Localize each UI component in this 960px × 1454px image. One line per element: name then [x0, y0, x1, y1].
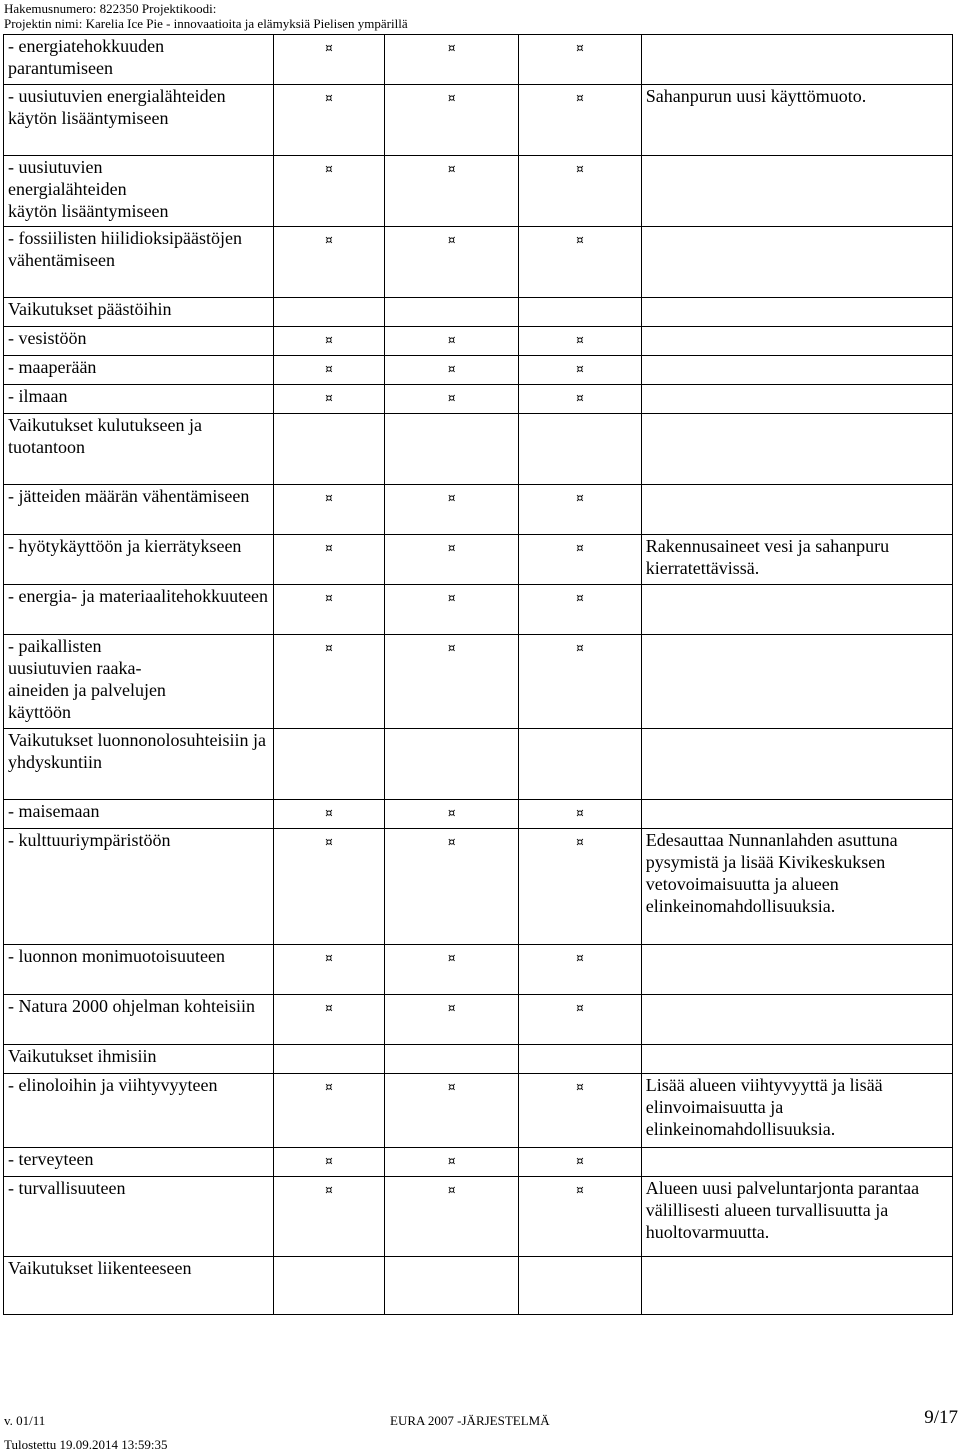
row-label: - energia- ja materiaalitehokkuuteen	[4, 585, 274, 635]
row-note	[641, 800, 952, 829]
footer-system-name: EURA 2007 -JÄRJESTELMÄ	[390, 1413, 550, 1428]
currency-sign-icon: ¤	[447, 41, 456, 55]
currency-sign-icon: ¤	[325, 835, 333, 849]
mark-cell	[385, 1177, 519, 1257]
mark-cell	[385, 585, 519, 635]
mark-cell	[385, 1148, 519, 1177]
row-label: Vaikutukset liikenteeseen	[4, 1257, 274, 1315]
currency-sign-icon: ¤	[447, 362, 456, 376]
header-application-number: Hakemusnumero: 822350 Projektikoodi:	[4, 1, 217, 16]
currency-sign-icon: ¤	[447, 1080, 456, 1094]
mark-cell	[385, 1074, 519, 1148]
mark-cell	[273, 35, 385, 85]
row-note	[641, 356, 952, 385]
currency-sign-icon: ¤	[447, 835, 456, 849]
row-note	[641, 35, 952, 85]
mark-cell	[519, 535, 642, 585]
mark-cell	[385, 298, 519, 327]
currency-sign-icon: ¤	[447, 541, 456, 555]
mark-cell	[273, 298, 385, 327]
table-row	[4, 227, 953, 298]
currency-sign-icon: ¤	[447, 641, 456, 655]
currency-sign-icon: ¤	[576, 491, 584, 505]
row-label: Vaikutukset kulutukseen ja tuotantoon	[4, 414, 274, 485]
row-label: - ilmaan	[4, 385, 274, 414]
mark-cell	[273, 945, 385, 995]
row-note	[641, 385, 952, 414]
currency-sign-icon: ¤	[576, 162, 584, 176]
row-note: Sahanpurun uusi käyttömuoto.	[641, 85, 952, 156]
mark-cell	[385, 414, 519, 485]
currency-sign-icon: ¤	[576, 362, 584, 376]
mark-cell	[273, 1045, 385, 1074]
mark-cell	[273, 729, 385, 800]
row-label: - kulttuuriympäristöön	[4, 829, 274, 945]
mark-cell	[273, 535, 385, 585]
currency-sign-icon: ¤	[576, 641, 584, 655]
mark-cell	[273, 385, 385, 414]
currency-sign-icon: ¤	[576, 951, 584, 965]
row-note	[641, 1257, 952, 1315]
table-row	[4, 1257, 953, 1315]
mark-cell	[273, 829, 385, 945]
currency-sign-icon: ¤	[576, 1080, 584, 1094]
currency-sign-icon: ¤	[325, 41, 333, 55]
row-note	[641, 635, 952, 729]
currency-sign-icon: ¤	[447, 491, 456, 505]
row-note	[641, 414, 952, 485]
row-note	[641, 945, 952, 995]
currency-sign-icon: ¤	[447, 1154, 456, 1168]
currency-sign-icon: ¤	[576, 806, 584, 820]
currency-sign-icon: ¤	[576, 1001, 584, 1015]
row-label: Vaikutukset päästöihin	[4, 298, 274, 327]
currency-sign-icon: ¤	[325, 362, 333, 376]
currency-sign-icon: ¤	[325, 951, 333, 965]
table-row	[4, 327, 953, 356]
footer-print-date: Tulostettu 19.09.2014 13:59:35	[4, 1437, 168, 1452]
mark-cell	[519, 227, 642, 298]
mark-cell	[519, 385, 642, 414]
mark-cell	[519, 327, 642, 356]
row-label: - fossiilisten hiilidioksipäästöjen vähentämiseen	[4, 227, 274, 298]
row-note: Rakennusaineet vesi ja sahanpuru kierratettävissä.	[641, 535, 952, 585]
footer-version: v. 01/11	[4, 1413, 46, 1428]
table-row	[4, 585, 953, 635]
mark-cell	[385, 945, 519, 995]
mark-cell	[519, 1074, 642, 1148]
mark-cell	[273, 635, 385, 729]
row-note	[641, 585, 952, 635]
currency-sign-icon: ¤	[325, 1154, 333, 1168]
mark-cell	[273, 327, 385, 356]
table-row	[4, 156, 953, 227]
row-label: Vaikutukset ihmisiin	[4, 1045, 274, 1074]
table-row	[4, 485, 953, 535]
table-row	[4, 385, 953, 414]
table-row	[4, 1148, 953, 1177]
mark-cell	[519, 945, 642, 995]
table-row	[4, 85, 953, 156]
row-label: - jätteiden määrän vähentämiseen	[4, 485, 274, 535]
row-note: Edesauttaa Nunnanlahden asuttuna pysymistä ja lisää Kivikeskuksen vetovoimaisuutta ja alueen elinkeinomahdollisuuksia.	[641, 829, 952, 945]
mark-cell	[273, 800, 385, 829]
currency-sign-icon: ¤	[576, 1154, 584, 1168]
currency-sign-icon: ¤	[447, 162, 456, 176]
mark-cell	[385, 35, 519, 85]
row-label: - maisemaan	[4, 800, 274, 829]
currency-sign-icon: ¤	[576, 835, 584, 849]
mark-cell	[519, 356, 642, 385]
mark-cell	[273, 356, 385, 385]
mark-cell	[519, 1177, 642, 1257]
table-row	[4, 1074, 953, 1148]
mark-cell	[385, 356, 519, 385]
table-row	[4, 356, 953, 385]
mark-cell	[273, 1148, 385, 1177]
currency-sign-icon: ¤	[447, 391, 456, 405]
currency-sign-icon: ¤	[576, 591, 584, 605]
table-row	[4, 829, 953, 945]
mark-cell	[519, 156, 642, 227]
row-label: - energiatehokkuuden parantumiseen	[4, 35, 274, 85]
row-note	[641, 729, 952, 800]
mark-cell	[385, 535, 519, 585]
currency-sign-icon: ¤	[447, 591, 456, 605]
table-row	[4, 535, 953, 585]
row-label: - maaperään	[4, 356, 274, 385]
mark-cell	[273, 85, 385, 156]
row-label: - luonnon monimuotoisuuteen	[4, 945, 274, 995]
mark-cell	[519, 800, 642, 829]
currency-sign-icon: ¤	[325, 91, 333, 105]
mark-cell	[519, 298, 642, 327]
row-note	[641, 1045, 952, 1074]
mark-cell	[519, 829, 642, 945]
table-row	[4, 945, 953, 995]
currency-sign-icon: ¤	[325, 641, 333, 655]
currency-sign-icon: ¤	[325, 162, 333, 176]
row-note	[641, 485, 952, 535]
mark-cell	[385, 995, 519, 1045]
currency-sign-icon: ¤	[325, 541, 333, 555]
footer-page-number: 9/17	[924, 1407, 958, 1428]
table-row	[4, 800, 953, 829]
mark-cell	[519, 1257, 642, 1315]
currency-sign-icon: ¤	[447, 233, 456, 247]
row-label: - elinoloihin ja viihtyvyyteen	[4, 1074, 274, 1148]
table-row	[4, 1045, 953, 1074]
row-note: Lisää alueen viihtyvyyttä ja lisää elinvoimaisuutta ja elinkeinomahdollisuuksia.	[641, 1074, 952, 1148]
row-note	[641, 156, 952, 227]
mark-cell	[385, 485, 519, 535]
currency-sign-icon: ¤	[447, 333, 456, 347]
mark-cell	[385, 800, 519, 829]
currency-sign-icon: ¤	[576, 91, 584, 105]
row-label: - uusiutuvien energialähteiden käytön lisääntymiseen	[4, 156, 274, 227]
mark-cell	[273, 156, 385, 227]
row-label: - hyötykäyttöön ja kierrätykseen	[4, 535, 274, 585]
currency-sign-icon: ¤	[447, 1001, 456, 1015]
currency-sign-icon: ¤	[576, 41, 584, 55]
row-note: Alueen uusi palveluntarjonta parantaa välillisesti alueen turvallisuutta ja huoltovarmuutta.	[641, 1177, 952, 1257]
table-row	[4, 635, 953, 729]
row-label: - turvallisuuteen	[4, 1177, 274, 1257]
mark-cell	[519, 729, 642, 800]
row-label: - paikallisten uusiutuvien raaka- aineiden ja palvelujen käyttöön	[4, 635, 274, 729]
currency-sign-icon: ¤	[576, 333, 584, 347]
mark-cell	[273, 485, 385, 535]
mark-cell	[519, 35, 642, 85]
row-note	[641, 227, 952, 298]
currency-sign-icon: ¤	[325, 391, 333, 405]
mark-cell	[385, 1045, 519, 1074]
currency-sign-icon: ¤	[447, 806, 456, 820]
header-project-name: Projektin nimi: Karelia Ice Pie - innovaatioita ja elämyksiä Pielisen ympärillä	[4, 16, 408, 31]
mark-cell	[385, 729, 519, 800]
currency-sign-icon: ¤	[576, 391, 584, 405]
mark-cell	[519, 1148, 642, 1177]
currency-sign-icon: ¤	[325, 1001, 333, 1015]
impact-table	[3, 34, 953, 1315]
mark-cell	[519, 1045, 642, 1074]
table-row	[4, 1177, 953, 1257]
currency-sign-icon: ¤	[576, 233, 584, 247]
currency-sign-icon: ¤	[325, 491, 333, 505]
mark-cell	[385, 156, 519, 227]
currency-sign-icon: ¤	[447, 91, 456, 105]
table-row	[4, 35, 953, 85]
row-label: Vaikutukset luonnonolosuhteisiin ja yhdyskuntiin	[4, 729, 274, 800]
row-label: - uusiutuvien energialähteiden käytön lisääntymiseen	[4, 85, 274, 156]
row-note	[641, 1148, 952, 1177]
mark-cell	[519, 414, 642, 485]
row-note	[641, 995, 952, 1045]
table-row	[4, 298, 953, 327]
table-row	[4, 414, 953, 485]
currency-sign-icon: ¤	[325, 591, 333, 605]
row-note	[641, 327, 952, 356]
mark-cell	[385, 385, 519, 414]
currency-sign-icon: ¤	[325, 333, 333, 347]
mark-cell	[385, 829, 519, 945]
mark-cell	[519, 995, 642, 1045]
mark-cell	[385, 635, 519, 729]
currency-sign-icon: ¤	[576, 541, 584, 555]
mark-cell	[519, 85, 642, 156]
currency-sign-icon: ¤	[325, 1080, 333, 1094]
mark-cell	[273, 995, 385, 1045]
mark-cell	[273, 1177, 385, 1257]
table-row	[4, 729, 953, 800]
currency-sign-icon: ¤	[576, 1183, 584, 1197]
mark-cell	[273, 414, 385, 485]
impact-table-body	[4, 35, 953, 1315]
currency-sign-icon: ¤	[325, 806, 333, 820]
table-row	[4, 995, 953, 1045]
mark-cell	[273, 227, 385, 298]
currency-sign-icon: ¤	[325, 1183, 333, 1197]
row-label: - vesistöön	[4, 327, 274, 356]
mark-cell	[519, 485, 642, 535]
mark-cell	[273, 1074, 385, 1148]
mark-cell	[385, 227, 519, 298]
mark-cell	[385, 85, 519, 156]
currency-sign-icon: ¤	[325, 233, 333, 247]
mark-cell	[273, 585, 385, 635]
mark-cell	[519, 635, 642, 729]
mark-cell	[273, 1257, 385, 1315]
mark-cell	[519, 585, 642, 635]
currency-sign-icon: ¤	[447, 1183, 456, 1197]
row-label: - terveyteen	[4, 1148, 274, 1177]
currency-sign-icon: ¤	[447, 951, 456, 965]
row-label: - Natura 2000 ohjelman kohteisiin	[4, 995, 274, 1045]
row-note	[641, 298, 952, 327]
mark-cell	[385, 327, 519, 356]
mark-cell	[385, 1257, 519, 1315]
